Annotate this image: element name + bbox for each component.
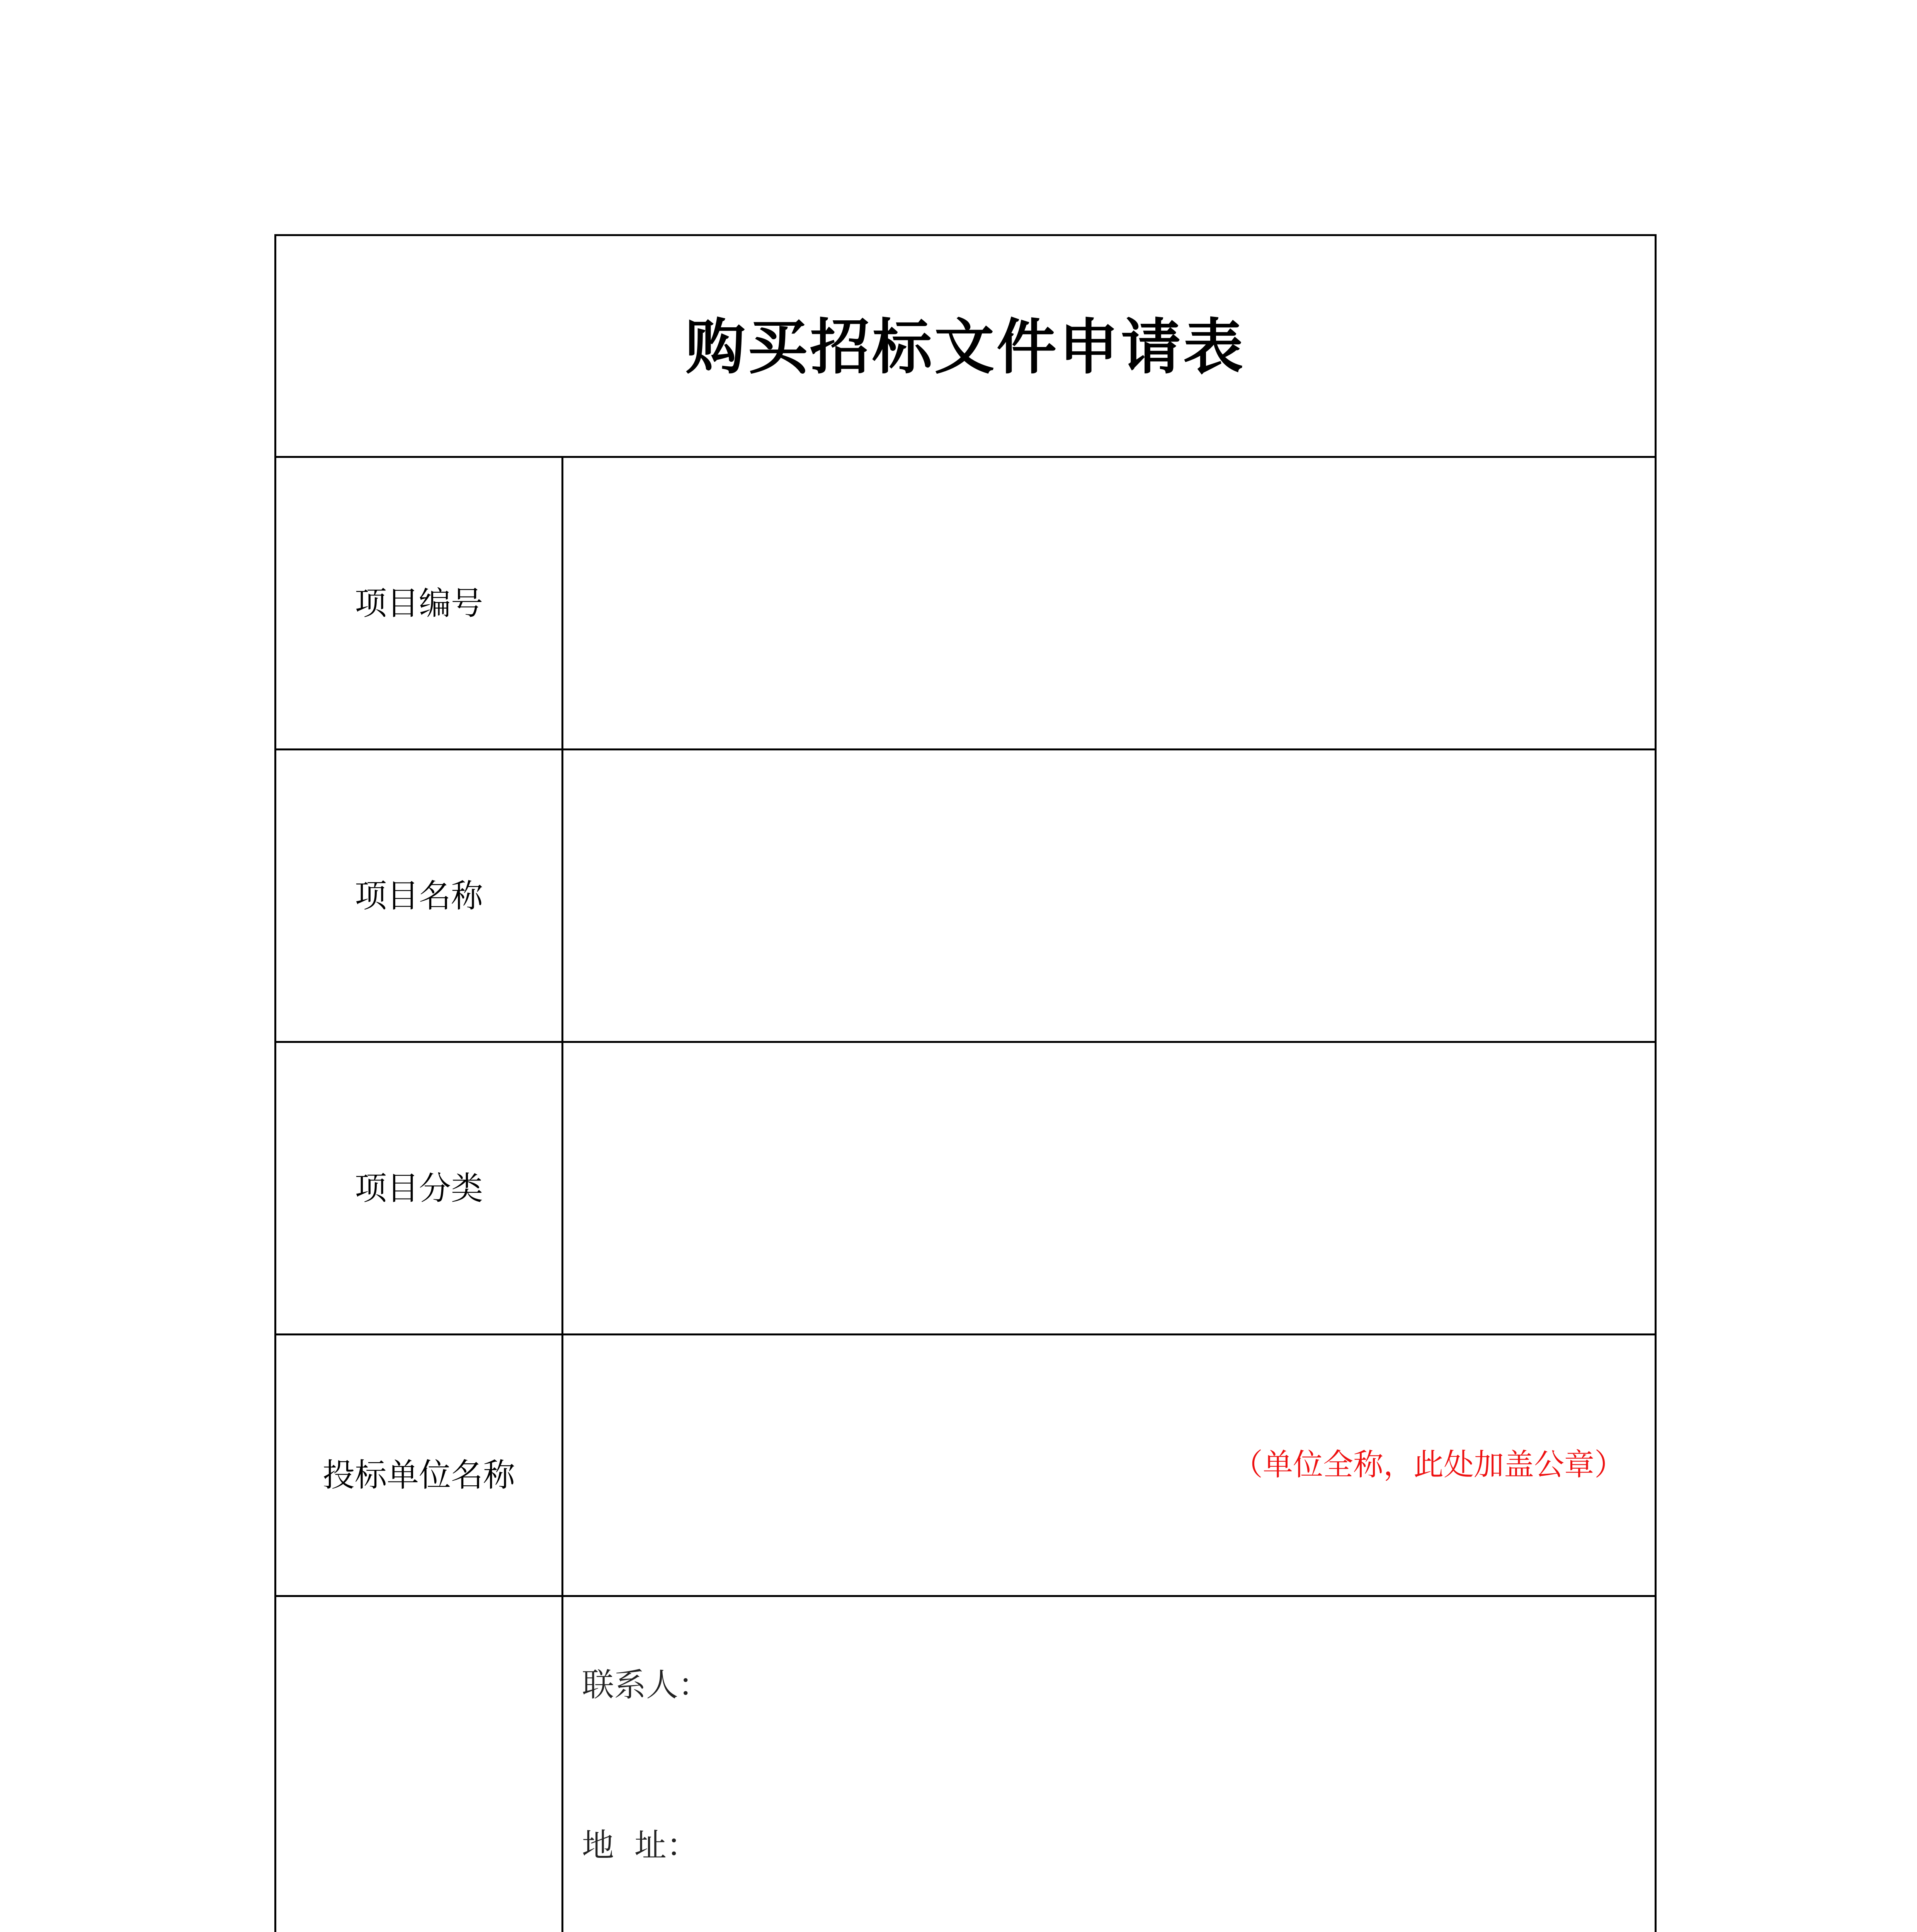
field-project-number[interactable] [563, 458, 1655, 748]
label-cell-project-category [276, 1043, 563, 1333]
address-field[interactable]: 地 址： [582, 1827, 699, 1864]
contact-person-field[interactable]: 联系人： [582, 1666, 710, 1704]
label-cell-bidder-contact [276, 1597, 563, 1932]
row-project-name [276, 750, 1655, 1043]
field-project-name[interactable] [563, 750, 1655, 1041]
seal-note: （单位全称，此处加盖公章） [1232, 1447, 1624, 1482]
label-cell-bidder-name [276, 1335, 563, 1595]
label-cell-project-name [276, 750, 563, 1041]
label-project-name: 项目名称 [355, 877, 483, 915]
label-project-number: 项目编号 [355, 584, 483, 622]
form-title-row [276, 236, 1655, 458]
application-form [274, 234, 1657, 1932]
field-bidder-name[interactable] [563, 1335, 1655, 1595]
row-bidder-name [276, 1335, 1655, 1597]
field-project-category[interactable] [563, 1043, 1655, 1333]
row-bidder-contact [276, 1597, 1655, 1932]
label-cell-project-number [276, 458, 563, 748]
form-title: 购买招标文件申请表 [685, 312, 1245, 382]
field-bidder-contact [563, 1597, 1655, 1932]
row-project-number [276, 458, 1655, 750]
label-project-category: 项目分类 [355, 1169, 483, 1207]
row-project-category [276, 1043, 1655, 1335]
label-bidder-name: 投标单位名称 [323, 1456, 515, 1494]
